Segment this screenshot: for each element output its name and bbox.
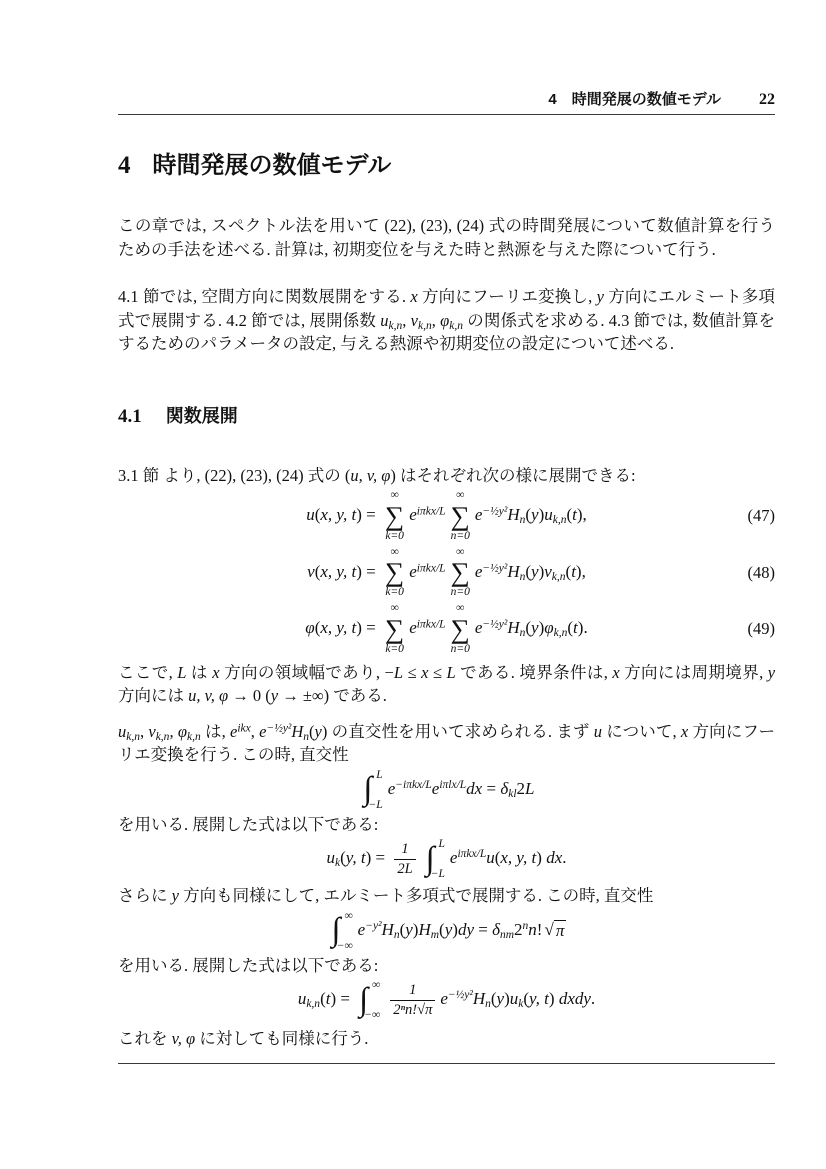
math-subscript: k,n	[417, 319, 432, 332]
integral-operator	[332, 910, 355, 952]
math-text: δ	[492, 919, 500, 939]
text-run: 方向には周期境界,	[619, 662, 768, 682]
paragraph-closing	[118, 1027, 775, 1051]
math-subscript: m	[430, 928, 440, 941]
math-superscript: −½y²	[482, 618, 508, 631]
text-run: 方向にエルミート多項式で展開する. 4.2 節では, 展開係数	[118, 287, 775, 330]
math-text: v, φ	[171, 1029, 196, 1049]
math-subscript: k,n	[126, 730, 140, 743]
text-run: .	[590, 989, 596, 1009]
math-subscript: kl	[508, 787, 517, 800]
text-run: ) =	[356, 561, 380, 581]
footer-rule	[118, 1063, 775, 1064]
text-run: ,	[139, 721, 149, 741]
math-superscript: iπlx/L	[439, 778, 467, 791]
math-text: dx	[466, 778, 483, 798]
text-run: の関係式を求める. 4.3 節では, 数値計算をするためのパラメータの設定, 与える熱源や初期変位の設定について述べる.	[118, 310, 776, 353]
summation-operator	[451, 489, 470, 544]
sum-upper-limit: ∞	[390, 602, 399, 615]
sum-lower-limit: n=0	[450, 586, 470, 599]
math-text: n	[528, 919, 537, 939]
math-text: t	[325, 989, 331, 1009]
equation-fourier-orthogonality-body	[358, 769, 534, 811]
text-run: ,	[169, 721, 178, 741]
text-run: 3.1 節 より, (22), (23), (24) 式の (	[118, 465, 351, 485]
sigma-symbol: ∑	[450, 557, 470, 588]
equation-fourier-orthogonality	[118, 769, 775, 811]
text-run: 2	[516, 778, 526, 798]
text-run: ここで,	[118, 662, 178, 682]
math-text: y	[444, 919, 453, 939]
math-superscript: −½y²	[266, 722, 292, 735]
math-text: H	[507, 618, 520, 638]
math-text: x	[680, 721, 689, 741]
math-text: y	[531, 618, 539, 638]
equation-48-body	[307, 546, 586, 601]
text-run: =	[482, 778, 501, 798]
math-text: φ	[177, 721, 187, 741]
text-run: (	[439, 919, 445, 939]
math-superscript: −½y²	[447, 989, 473, 1002]
text-run: (	[525, 561, 532, 581]
math-subscript: k,n	[186, 730, 201, 743]
math-text: L	[177, 662, 187, 682]
integral-symbol: ∫	[363, 771, 373, 808]
sum-upper-limit: ∞	[456, 602, 465, 615]
math-subscript: n	[519, 627, 526, 640]
running-header	[118, 88, 775, 115]
section-heading	[118, 145, 775, 180]
equation-47-body	[306, 489, 587, 544]
equation-47	[118, 489, 775, 544]
integral-symbol: ∫	[359, 981, 369, 1018]
text-run: さらに	[118, 886, 172, 906]
text-run: (	[494, 848, 501, 868]
sum-lower-limit: n=0	[450, 529, 470, 542]
paragraph-domain-note	[118, 661, 775, 708]
text-run: (	[309, 721, 315, 741]
paragraph-use-1: を用いる. 展開した式は以下である:	[118, 814, 379, 834]
math-superscript: ikx	[237, 722, 251, 735]
math-superscript: iπkx/L	[457, 848, 487, 861]
integral-lower-limit: −L	[368, 798, 383, 811]
fraction-numerator: 1	[401, 840, 409, 857]
math-subscript: k,n	[388, 319, 403, 332]
math-text: u	[380, 310, 389, 330]
sigma-symbol: ∑	[385, 500, 405, 531]
fraction-denominator: 2ⁿn!√π	[390, 1000, 435, 1020]
integral-operator	[426, 838, 447, 880]
math-text: t	[571, 561, 576, 581]
text-run: ) の直交性を用いて求められる. まず	[321, 721, 594, 741]
text-run: → 0 (	[228, 686, 271, 706]
math-text: u, v, φ	[188, 686, 229, 706]
square-root	[544, 920, 566, 941]
integral-lower-limit: −L	[430, 868, 445, 881]
text-run: 方向には	[118, 686, 189, 706]
text-run: (	[525, 505, 532, 525]
math-text: t	[573, 618, 578, 638]
math-text: H	[507, 561, 520, 581]
text-run: )	[538, 561, 545, 581]
math-text: dxdy	[558, 989, 591, 1009]
summation-operator	[385, 546, 404, 601]
text-run: ) はそれぞれ次の様に展開できる:	[390, 465, 636, 485]
math-text: e	[449, 848, 458, 868]
sum-upper-limit: ∞	[456, 545, 465, 558]
paragraph-intro-2	[118, 285, 775, 356]
math-text: φ	[305, 618, 315, 638]
math-superscript: iπkx/L	[416, 505, 446, 518]
text-run: ),	[575, 561, 586, 581]
math-text: y, t	[529, 989, 549, 1009]
math-text: e	[474, 618, 483, 638]
math-text: y	[314, 721, 322, 741]
text-run: )	[548, 989, 559, 1009]
radical-sign: √	[544, 919, 554, 939]
math-text: e	[229, 721, 238, 741]
text-run: 方向にフーリエ変換し,	[417, 287, 597, 306]
math-text: u	[326, 848, 335, 868]
text-run: ) =	[356, 505, 380, 525]
sum-upper-limit: ∞	[390, 489, 399, 501]
fraction	[390, 981, 435, 1020]
math-text: u	[509, 989, 519, 1009]
integral-lower-limit: −∞	[336, 939, 353, 952]
integral-limits	[336, 909, 353, 952]
math-text: x, y, t	[320, 505, 357, 525]
math-subscript: n	[519, 514, 526, 527]
math-text: H	[418, 919, 431, 939]
math-text: x	[410, 287, 418, 306]
integral-upper-limit: ∞	[344, 909, 353, 922]
math-subscript: n	[519, 570, 526, 583]
math-text: t	[572, 505, 577, 525]
math-text: y	[531, 561, 539, 581]
math-text: v	[410, 310, 418, 330]
math-text: H	[381, 919, 394, 939]
text-run: 方向も同様にして, エルミート多項式で展開する. この時, 直交性	[178, 886, 654, 906]
text-run: 方向の領域幅であり, −	[219, 662, 394, 682]
summation-operator	[385, 602, 404, 657]
text-run: )	[538, 505, 545, 525]
equation-ukn-expansion-body	[298, 979, 595, 1021]
text-run: ) =	[365, 848, 390, 868]
math-text: e	[357, 919, 366, 939]
section-number: 4	[118, 152, 131, 179]
math-superscript: −½y²	[482, 505, 508, 518]
math-subscript: k,n	[449, 319, 463, 332]
math-superscript: iπkx/L	[416, 618, 446, 631]
integral-symbol: ∫	[331, 912, 341, 949]
equation-uk-expansion-body	[327, 838, 567, 880]
math-text: v	[148, 721, 156, 741]
text-run: )	[504, 989, 510, 1009]
math-text: x	[612, 662, 620, 682]
sigma-symbol: ∑	[450, 613, 470, 644]
math-text: x, y, t	[320, 561, 357, 581]
integral-upper-limit: ∞	[372, 979, 381, 992]
text-run: ≤	[403, 662, 422, 682]
equation-49	[118, 602, 775, 657]
integral-lower-limit: −∞	[364, 1009, 381, 1022]
text-run: (	[567, 618, 574, 638]
text-run: (	[314, 618, 321, 638]
math-text: e	[409, 505, 417, 525]
text-run: ),	[576, 505, 587, 525]
math-text: y	[767, 662, 776, 682]
math-superscript: n	[522, 919, 529, 932]
math-text: H	[291, 721, 304, 741]
equation-hermite-orthogonality-body	[327, 910, 567, 952]
math-subscript: k,n	[306, 998, 321, 1011]
math-text: y, t	[345, 848, 366, 868]
text-run: (	[320, 989, 326, 1009]
math-text: u	[593, 721, 603, 741]
math-text: v	[544, 561, 552, 581]
math-text: φ	[440, 310, 450, 330]
text-run: (	[490, 989, 497, 1009]
subsection-number: 4.1	[118, 405, 142, 427]
text-run: ≤	[428, 662, 447, 682]
text-run: ,	[402, 310, 411, 330]
math-text: y	[405, 919, 413, 939]
text-run: に対しても同様に行う.	[195, 1029, 369, 1049]
text-run: ) =	[330, 989, 355, 1009]
text-run: (	[525, 618, 532, 638]
text-run: これを	[118, 1029, 172, 1049]
math-text: e	[259, 721, 267, 741]
equation-48-number: (48)	[747, 562, 775, 582]
text-run: )	[452, 919, 458, 939]
integral-limits	[368, 768, 383, 811]
math-text: δ	[500, 778, 509, 798]
text-run: ,	[431, 310, 441, 330]
math-text: x	[212, 662, 220, 682]
math-text: y	[596, 287, 604, 306]
sum-lower-limit: k=0	[385, 642, 404, 655]
math-text: y	[496, 989, 505, 1009]
math-subscript: nm	[499, 928, 515, 941]
math-text: y	[531, 505, 539, 525]
summation-operator	[385, 489, 404, 544]
text-run: (	[565, 561, 572, 581]
text-run: )	[536, 848, 547, 868]
math-text: e	[387, 778, 396, 798]
math-text: x, y, t	[500, 848, 537, 868]
math-text: e	[431, 778, 440, 798]
math-text: dx	[546, 848, 563, 868]
math-subscript: k,n	[552, 514, 567, 527]
equation-uk-expansion	[118, 838, 775, 880]
text-run: ).	[577, 618, 588, 638]
equation-47-number: (47)	[747, 506, 775, 526]
math-text: dy	[457, 919, 474, 939]
summation-operator	[451, 546, 470, 601]
equation-48	[118, 546, 775, 601]
math-subscript: k	[335, 857, 341, 870]
text-run: について,	[602, 721, 681, 741]
integral-limits	[430, 838, 445, 881]
text-run: は	[186, 662, 213, 682]
fraction-denominator: 2L	[394, 859, 415, 879]
math-text: u	[297, 989, 307, 1009]
sigma-symbol: ∑	[385, 557, 405, 588]
paragraph-orthogonality-intro	[118, 720, 775, 767]
math-text: e	[409, 561, 417, 581]
math-text: y	[171, 886, 179, 906]
summation-operator	[451, 602, 470, 657]
math-subscript: n	[485, 998, 491, 1011]
math-text: v	[307, 561, 315, 581]
paragraph-expansion-intro	[118, 464, 775, 488]
math-subscript: n	[393, 928, 400, 941]
text-run: は,	[200, 721, 230, 741]
math-superscript: iπkx/L	[416, 562, 446, 575]
paragraph-hermite-intro	[118, 884, 775, 908]
equation-49-number: (49)	[747, 619, 775, 639]
text-run: ) =	[356, 618, 380, 638]
math-text: L	[525, 778, 535, 798]
text-run: である. 境界条件は,	[455, 662, 613, 682]
running-header-title: 4 時間発展の数値モデル	[548, 91, 721, 108]
sum-upper-limit: ∞	[390, 545, 399, 558]
integral-upper-limit: L	[438, 838, 445, 851]
integral-symbol: ∫	[425, 840, 435, 877]
page-content	[118, 0, 775, 1064]
text-run: )	[412, 919, 419, 939]
math-text: H	[507, 505, 520, 525]
text-run: 方向にフーリエ変換を行う. この時, 直交性	[118, 721, 776, 765]
sum-lower-limit: k=0	[385, 529, 404, 542]
text-run: (	[314, 561, 321, 581]
math-subscript: k	[518, 998, 524, 1011]
text-run: (	[340, 848, 346, 868]
sum-lower-limit: k=0	[385, 586, 404, 599]
paragraph-use-2: を用いる. 展開した式は以下である:	[118, 955, 379, 975]
integral-limits	[364, 979, 381, 1022]
math-subscript: n	[303, 730, 310, 743]
sum-lower-limit: n=0	[450, 642, 470, 655]
math-text: x	[421, 662, 429, 682]
math-text: e	[409, 618, 417, 638]
math-text: H	[472, 989, 486, 1009]
math-text: L	[393, 662, 404, 682]
text-run: )	[538, 618, 545, 638]
text-run: (	[566, 505, 573, 525]
text-run: (	[314, 505, 321, 525]
paragraph-intro-1: この章では, スペクトル法を用いて (22), (23), (24) 式の時間発展について数値計算を行うための手法を述べる. 計算は, 初期変位を与えた時と熱源を与えた際について行う.	[118, 216, 775, 259]
integral-upper-limit: L	[376, 768, 383, 781]
math-superscript: −½y²	[482, 562, 508, 575]
equation-hermite-orthogonality	[118, 910, 775, 952]
radicand: π	[555, 920, 565, 940]
text-run: (	[399, 919, 406, 939]
math-text: φ	[544, 618, 554, 638]
page-number: 22	[759, 91, 775, 108]
text-run: =	[473, 919, 493, 939]
sigma-symbol: ∑	[385, 613, 405, 644]
text-run: → ±∞) である.	[278, 686, 387, 706]
math-text: u	[306, 505, 315, 525]
fraction-numerator: 1	[409, 981, 417, 998]
math-text: e	[474, 561, 483, 581]
text-run: (	[523, 989, 530, 1009]
sigma-symbol: ∑	[450, 500, 470, 531]
math-text: e	[440, 989, 448, 1009]
text-run: 4.1 節では, 空間方向に関数展開をする.	[118, 287, 411, 306]
math-subscript: k,n	[553, 627, 568, 640]
fraction	[394, 840, 415, 879]
math-text: y	[270, 686, 279, 706]
integral-operator	[363, 769, 384, 811]
math-text: x, y, t	[320, 618, 357, 638]
text-run: !	[536, 919, 543, 939]
math-text: L	[446, 662, 456, 682]
math-text: u	[486, 848, 495, 868]
section-title: 時間発展の数値モデル	[152, 152, 392, 179]
math-superscript: −iπkx/L	[395, 778, 432, 791]
math-subscript: k,n	[551, 570, 566, 583]
subsection-heading	[118, 402, 775, 428]
text-run: .	[562, 848, 567, 868]
math-superscript: −y²	[365, 919, 382, 932]
math-text: u	[544, 505, 553, 525]
math-text: e	[474, 505, 483, 525]
subsection-title: 関数展開	[165, 405, 238, 426]
math-subscript: k,n	[155, 730, 170, 743]
math-text: u	[118, 721, 127, 741]
integral-operator	[359, 979, 382, 1021]
text-run: 2	[514, 919, 523, 939]
equation-ukn-expansion	[118, 979, 775, 1021]
math-text: u, v, φ	[350, 465, 391, 485]
sum-upper-limit: ∞	[456, 489, 465, 501]
text-run: ,	[250, 721, 260, 741]
equation-49-body	[305, 602, 587, 657]
